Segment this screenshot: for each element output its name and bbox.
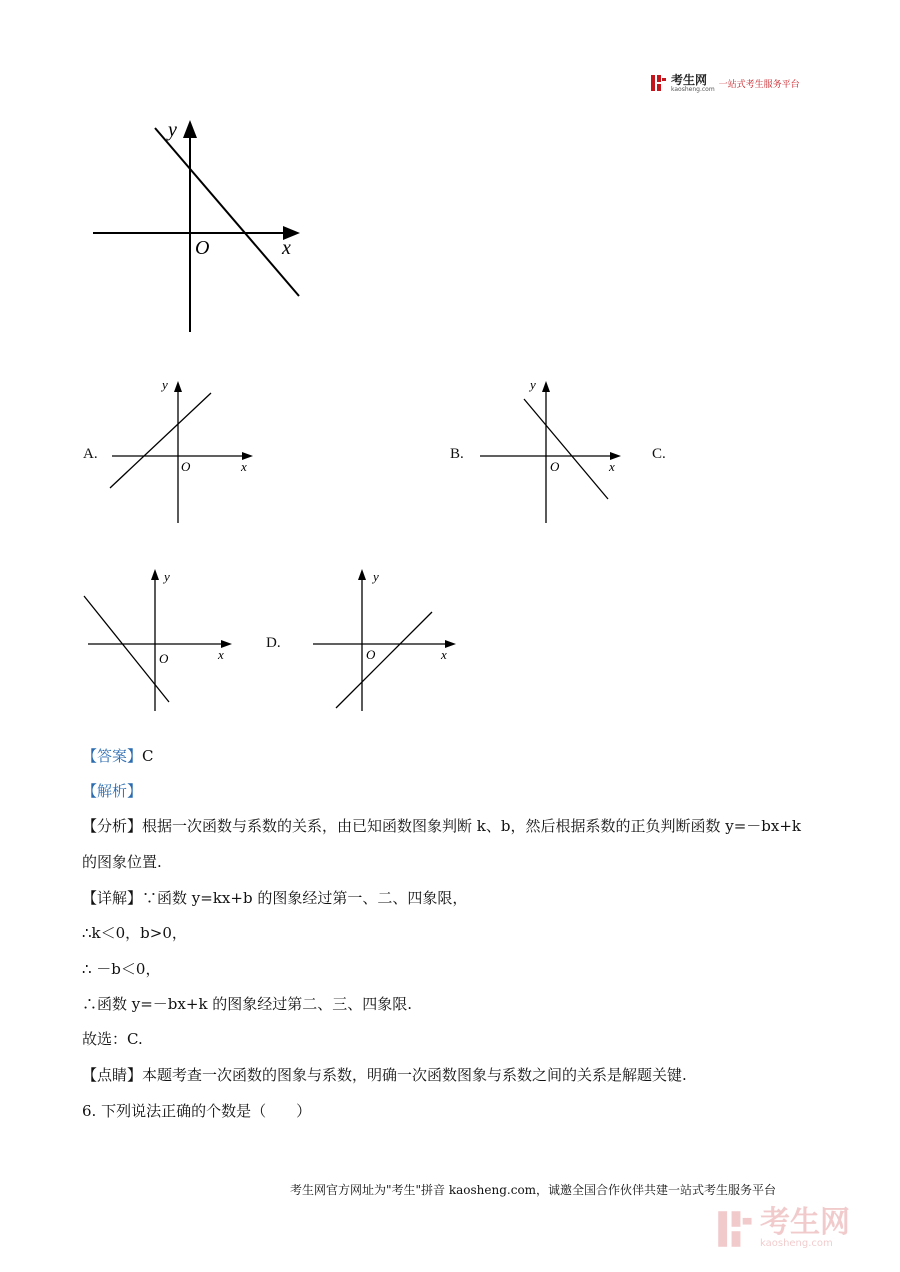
option-c-x-label: x: [218, 647, 224, 662]
fenxi-tag: 【分析】: [82, 817, 143, 835]
option-d-origin-label: O: [366, 647, 376, 662]
main-graph: [90, 112, 320, 341]
option-c-origin-label: O: [159, 651, 169, 666]
dianjing-text: 本题考查一次函数的图象与系数，明确一次函数图象与系数之间的关系是解题关键.: [142, 1066, 687, 1084]
xiangjie-line-3: ∴ －b＜0，: [82, 960, 161, 978]
answer-tag: 【答案】: [82, 747, 143, 765]
answer-line: [82, 746, 154, 766]
main-y-label: y: [168, 119, 177, 141]
watermark-logo-icon: [718, 1209, 754, 1249]
brand-logo: [651, 72, 800, 94]
option-b-origin-label: O: [550, 459, 560, 474]
option-a-graph: [108, 375, 258, 531]
main-origin-label: O: [195, 237, 210, 259]
xiangjie-line-4: ∴函数 y=－bx+k 的图象经过第二、三、四象限.: [82, 995, 413, 1013]
watermark: [718, 1205, 850, 1249]
xiangjie-tag: 【详解】: [82, 889, 143, 907]
brand-logo-icon: [651, 74, 667, 92]
fenxi-line-2: 的图象位置.: [82, 853, 162, 871]
dianjing-tag: 【点睛】: [82, 1066, 143, 1084]
option-b-y-label: y: [530, 377, 536, 392]
xiangjie-line-1: [82, 888, 467, 908]
brand-domain: kaosheng.com: [671, 85, 715, 93]
option-b-label: B.: [450, 446, 464, 462]
watermark-domain: kaosheng.com: [760, 1238, 833, 1249]
option-b-graph: [476, 375, 626, 531]
option-a-x-label: x: [241, 459, 247, 474]
question-6: 6. 下列说法正确的个数是（ ）: [82, 1102, 312, 1120]
watermark-text: 考生网: [760, 1205, 850, 1240]
fenxi-line-1: [82, 816, 801, 836]
option-d-graph: [310, 563, 460, 719]
option-a-y-label: y: [162, 377, 168, 392]
option-b-x-label: x: [609, 459, 615, 474]
option-a-label: A.: [83, 446, 98, 462]
option-c-graph: [82, 563, 237, 719]
fenxi-text-1: 根据一次函数与系数的关系，由已知函数图象判断 k、b，然后根据系数的正负判断函数 y=－bx+k: [142, 817, 802, 835]
main-x-label: x: [282, 237, 291, 259]
answer-value: C: [142, 747, 154, 765]
brand-name: 考生网: [671, 72, 708, 87]
analysis-heading: 【解析】: [82, 782, 143, 800]
footer-text: 考生网官方网址为"考生"拼音 kaosheng.com，诚邀全国合作伙伴共建一站式考生服务平台: [290, 1183, 777, 1197]
xiangjie-line-5: 故选：C.: [82, 1030, 143, 1048]
option-d-x-label: x: [441, 647, 447, 662]
dianjing-line: [82, 1065, 687, 1085]
xiangjie-line-2: ∴k＜0，b>0，: [82, 924, 187, 942]
brand-tagline: 一站式考生服务平台: [718, 79, 800, 90]
xiangjie-text-1: ∵函数 y=kx+b 的图象经过第一、二、四象限，: [142, 889, 468, 907]
option-d-y-label: y: [373, 569, 379, 584]
option-c-label: C.: [652, 446, 666, 462]
option-d-label: D.: [266, 635, 281, 651]
option-c-y-label: y: [164, 569, 170, 584]
option-a-origin-label: O: [181, 459, 191, 474]
